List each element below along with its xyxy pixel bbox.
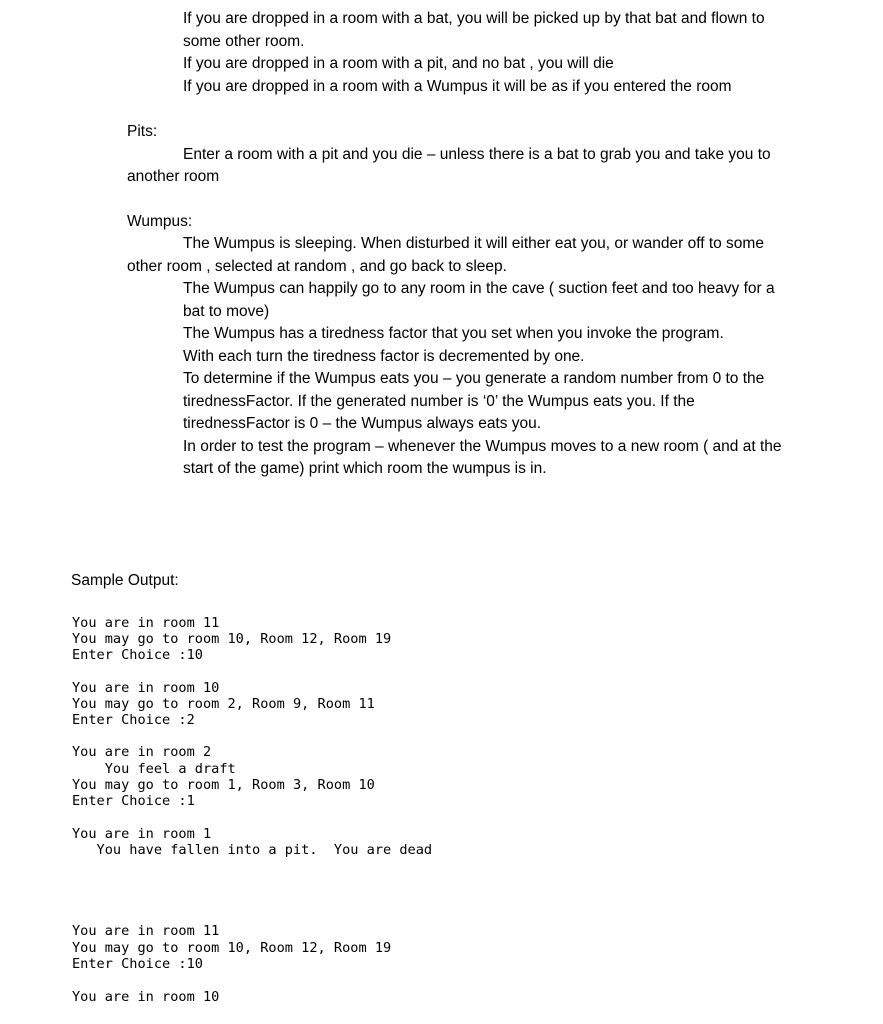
console-line: You are in room 1 — [72, 826, 212, 842]
bat-rule-line: If you are dropped in a room with a bat, you will be picked up by that bat and flown to — [183, 10, 765, 27]
wumpus-detail-line: With each turn the tiredness factor is decremented by one. — [183, 348, 585, 365]
console-line: Enter Choice :10 — [72, 647, 203, 663]
console-line: You are in room 11 — [72, 615, 220, 631]
console-line: You may go to room 2, Room 9, Room 11 — [72, 696, 375, 712]
wumpus-detail-line: The Wumpus can happily go to any room in the cave ( suction feet and too heavy for a — [183, 280, 775, 297]
wumpus-heading: Wumpus: — [127, 213, 193, 230]
wumpus-detail-line: start of the game) print which room the wumpus is in. — [183, 460, 547, 477]
sample-output-heading: Sample Output: — [71, 572, 179, 589]
wumpus-detail-line: To determine if the Wumpus eats you – you generate a random number from 0 to the — [183, 370, 765, 387]
wumpus-detail-line: In order to test the program – whenever the Wumpus moves to a new room ( and at the — [183, 438, 782, 455]
console-line: You are in room 2 — [72, 744, 212, 760]
pits-body-line: another room — [127, 168, 220, 185]
wumpus-detail-line: bat to move) — [183, 303, 270, 320]
console-line: You have fallen into a pit. You are dead — [72, 842, 433, 858]
console-line: You may go to room 10, Room 12, Room 19 — [72, 631, 392, 647]
bat-rule-line: If you are dropped in a room with a Wumpus it will be as if you entered the room — [183, 78, 732, 95]
wumpus-detail-line: tirednessFactor. If the generated number is ‘0’ the Wumpus eats you. If the — [183, 393, 695, 410]
wumpus-intro-line: The Wumpus is sleeping. When disturbed it will either eat you, or wander off to some — [183, 235, 764, 252]
bat-rule-line: If you are dropped in a room with a pit, and no bat , you will die — [183, 55, 614, 72]
console-line: You feel a draft — [72, 761, 236, 777]
pits-body-line: Enter a room with a pit and you die – unless there is a bat to grab you and take you to — [183, 146, 771, 163]
console-line: Enter Choice :1 — [72, 793, 195, 809]
console-line: You are in room 11 — [72, 923, 220, 939]
console-line: Enter Choice :10 — [72, 956, 203, 972]
console-line: You may go to room 1, Room 3, Room 10 — [72, 777, 375, 793]
wumpus-detail-line: The Wumpus has a tiredness factor that you set when you invoke the program. — [183, 325, 724, 342]
wumpus-detail-line: tirednessFactor is 0 – the Wumpus always eats you. — [183, 415, 542, 432]
console-line: You are in room 10 — [72, 989, 220, 1005]
wumpus-intro-line: other room , selected at random , and go back to sleep. — [127, 258, 507, 275]
pits-heading: Pits: — [127, 123, 158, 140]
console-line: You may go to room 10, Room 12, Room 19 — [72, 940, 392, 956]
console-line: Enter Choice :2 — [72, 712, 195, 728]
bat-rule-line: some other room. — [183, 33, 305, 50]
console-line: You are in room 10 — [72, 680, 220, 696]
